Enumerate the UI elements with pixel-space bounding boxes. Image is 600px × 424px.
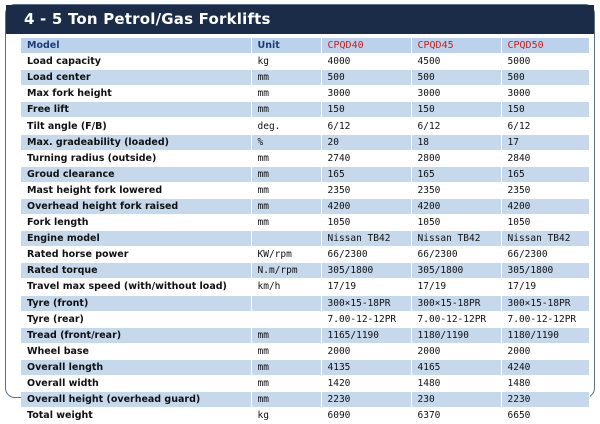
row-value-cpqd50: 4200: [501, 198, 589, 214]
header-model-cpqd45: CPQD45: [411, 38, 501, 54]
row-value-cpqd50: 4240: [501, 359, 589, 375]
row-value-cpqd50: 165: [501, 166, 589, 182]
row-value-cpqd45: 7.00-12-12PR: [411, 311, 501, 327]
row-value-cpqd50: 2840: [501, 150, 589, 166]
table-row: [21, 392, 589, 408]
row-unit: mm: [251, 343, 321, 359]
header-model-label: Model: [21, 38, 251, 54]
row-label: Overall height (overhead guard): [21, 392, 251, 408]
row-value-cpqd45: 1050: [411, 215, 501, 231]
row-unit: kg: [251, 408, 321, 424]
row-value-cpqd40: 150: [321, 102, 411, 118]
table-header-row: [21, 38, 589, 54]
row-label: Groud clearance: [21, 166, 251, 182]
row-value-cpqd40: 66/2300: [321, 247, 411, 263]
row-value-cpqd45: 6370: [411, 408, 501, 424]
row-label: Fork length: [21, 215, 251, 231]
row-label: Tread (front/rear): [21, 327, 251, 343]
row-value-cpqd45: 2800: [411, 150, 501, 166]
table-row: [21, 279, 589, 295]
table-row: [21, 54, 589, 70]
row-unit: mm: [251, 375, 321, 391]
row-value-cpqd40: 1050: [321, 215, 411, 231]
row-value-cpqd50: Nissan TB42: [501, 231, 589, 247]
header-model-cpqd50: CPQD50: [501, 38, 589, 54]
row-unit: km/h: [251, 279, 321, 295]
header-unit-label: Unit: [251, 38, 321, 54]
row-value-cpqd45: Nissan TB42: [411, 231, 501, 247]
row-value-cpqd50: 7.00-12-12PR: [501, 311, 589, 327]
row-unit: [251, 295, 321, 311]
row-label: Overhead height fork raised: [21, 198, 251, 214]
table-row: [21, 134, 589, 150]
table-row: [21, 198, 589, 214]
row-value-cpqd45: 1180/1190: [411, 327, 501, 343]
row-value-cpqd40: 2000: [321, 343, 411, 359]
row-value-cpqd50: 1050: [501, 215, 589, 231]
row-label: Tyre (front): [21, 295, 251, 311]
row-value-cpqd50: 300×15-18PR: [501, 295, 589, 311]
row-value-cpqd45: 18: [411, 134, 501, 150]
spec-table-body: [21, 54, 589, 424]
row-label: Total weight: [21, 408, 251, 424]
row-label: Free lift: [21, 102, 251, 118]
table-row: [21, 247, 589, 263]
row-value-cpqd40: 20: [321, 134, 411, 150]
row-value-cpqd40: 4200: [321, 198, 411, 214]
table-row: [21, 215, 589, 231]
row-value-cpqd40: 1420: [321, 375, 411, 391]
row-label: Load center: [21, 70, 251, 86]
table-row: [21, 150, 589, 166]
row-value-cpqd50: 1480: [501, 375, 589, 391]
row-unit: mm: [251, 150, 321, 166]
spec-table: [21, 38, 590, 424]
row-value-cpqd45: 2350: [411, 182, 501, 198]
row-unit: mm: [251, 70, 321, 86]
table-row: [21, 263, 589, 279]
row-value-cpqd45: 3000: [411, 86, 501, 102]
row-unit: mm: [251, 86, 321, 102]
row-value-cpqd50: 150: [501, 102, 589, 118]
row-label: Overall width: [21, 375, 251, 391]
table-row: [21, 70, 589, 86]
row-value-cpqd40: 305/1800: [321, 263, 411, 279]
table-row: [21, 311, 589, 327]
row-value-cpqd45: 150: [411, 102, 501, 118]
row-unit: %: [251, 134, 321, 150]
row-value-cpqd50: 6/12: [501, 118, 589, 134]
table-row: [21, 295, 589, 311]
header-model-cpqd40: CPQD40: [321, 38, 411, 54]
row-label: Engine model: [21, 231, 251, 247]
row-label: Wheel base: [21, 343, 251, 359]
row-value-cpqd40: 17/19: [321, 279, 411, 295]
row-label: Max fork height: [21, 86, 251, 102]
table-row: [21, 408, 589, 424]
table-row: [21, 166, 589, 182]
row-value-cpqd50: 305/1800: [501, 263, 589, 279]
row-value-cpqd45: 6/12: [411, 118, 501, 134]
row-value-cpqd45: 4200: [411, 198, 501, 214]
row-unit: N.m/rpm: [251, 263, 321, 279]
table-row: [21, 118, 589, 134]
row-unit: mm: [251, 102, 321, 118]
page-title: 4 - 5 Ton Petrol/Gas Forklifts: [6, 5, 594, 34]
row-value-cpqd45: 230: [411, 392, 501, 408]
table-row: [21, 231, 589, 247]
spec-sheet: [5, 4, 595, 422]
row-unit: mm: [251, 166, 321, 182]
row-value-cpqd45: 1480: [411, 375, 501, 391]
row-value-cpqd50: 1180/1190: [501, 327, 589, 343]
row-label: Tyre (rear): [21, 311, 251, 327]
table-row: [21, 182, 589, 198]
row-value-cpqd40: 4000: [321, 54, 411, 70]
row-value-cpqd50: 2230: [501, 392, 589, 408]
row-value-cpqd50: 17/19: [501, 279, 589, 295]
row-value-cpqd40: 6/12: [321, 118, 411, 134]
row-label: Mast height fork lowered: [21, 182, 251, 198]
row-value-cpqd50: 500: [501, 70, 589, 86]
row-value-cpqd45: 300×15-18PR: [411, 295, 501, 311]
row-value-cpqd40: 2350: [321, 182, 411, 198]
row-value-cpqd40: 500: [321, 70, 411, 86]
row-value-cpqd45: 66/2300: [411, 247, 501, 263]
row-unit: kg: [251, 54, 321, 70]
row-value-cpqd45: 165: [411, 166, 501, 182]
row-unit: mm: [251, 198, 321, 214]
row-label: Tilt angle (F/B): [21, 118, 251, 134]
row-unit: [251, 231, 321, 247]
row-unit: [251, 311, 321, 327]
row-label: Load capacity: [21, 54, 251, 70]
row-value-cpqd45: 4165: [411, 359, 501, 375]
table-row: [21, 375, 589, 391]
row-label: Overall length: [21, 359, 251, 375]
row-value-cpqd45: 305/1800: [411, 263, 501, 279]
table-row: [21, 343, 589, 359]
row-value-cpqd40: 2740: [321, 150, 411, 166]
row-value-cpqd50: 17: [501, 134, 589, 150]
table-row: [21, 102, 589, 118]
row-label: Rated torque: [21, 263, 251, 279]
row-value-cpqd40: 165: [321, 166, 411, 182]
row-label: Turning radius (outside): [21, 150, 251, 166]
row-unit: deg.: [251, 118, 321, 134]
row-unit: KW/rpm: [251, 247, 321, 263]
row-value-cpqd50: 3000: [501, 86, 589, 102]
row-value-cpqd40: 4135: [321, 359, 411, 375]
row-value-cpqd40: Nissan TB42: [321, 231, 411, 247]
row-label: Rated horse power: [21, 247, 251, 263]
row-value-cpqd40: 2230: [321, 392, 411, 408]
table-row: [21, 327, 589, 343]
row-value-cpqd45: 2000: [411, 343, 501, 359]
row-label: Max. gradeability (loaded): [21, 134, 251, 150]
row-value-cpqd40: 300×15-18PR: [321, 295, 411, 311]
row-unit: mm: [251, 392, 321, 408]
row-unit: mm: [251, 215, 321, 231]
row-unit: mm: [251, 359, 321, 375]
row-value-cpqd50: 2000: [501, 343, 589, 359]
row-value-cpqd40: 6090: [321, 408, 411, 424]
row-value-cpqd45: 4500: [411, 54, 501, 70]
row-value-cpqd50: 5000: [501, 54, 589, 70]
row-value-cpqd50: 66/2300: [501, 247, 589, 263]
row-value-cpqd40: 3000: [321, 86, 411, 102]
row-label: Travel max speed (with/without load): [21, 279, 251, 295]
row-value-cpqd50: 6650: [501, 408, 589, 424]
row-value-cpqd40: 7.00-12-12PR: [321, 311, 411, 327]
row-value-cpqd45: 500: [411, 70, 501, 86]
row-value-cpqd40: 1165/1190: [321, 327, 411, 343]
row-unit: mm: [251, 182, 321, 198]
row-value-cpqd50: 2350: [501, 182, 589, 198]
row-value-cpqd45: 17/19: [411, 279, 501, 295]
row-unit: mm: [251, 327, 321, 343]
table-row: [21, 86, 589, 102]
table-row: [21, 359, 589, 375]
